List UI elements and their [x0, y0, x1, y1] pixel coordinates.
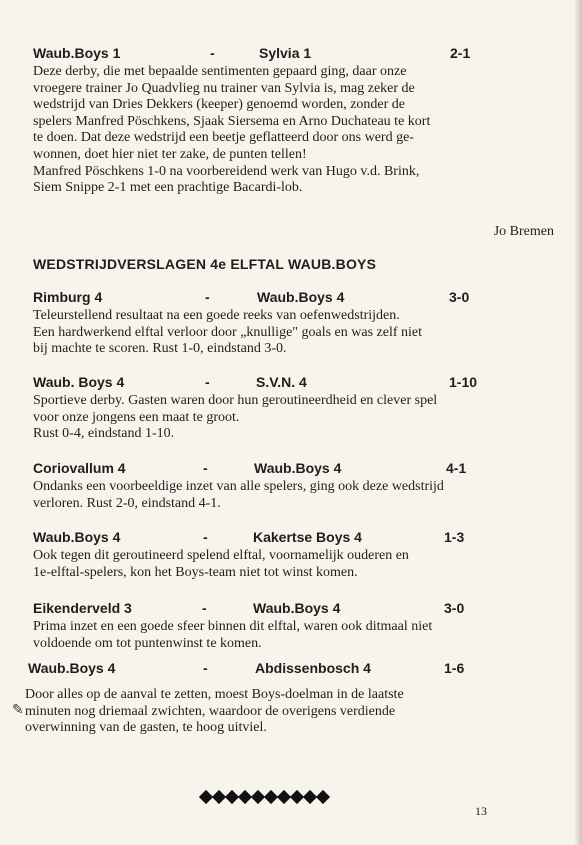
away-team: Waub.Boys 4 [257, 289, 345, 305]
separator: - [203, 660, 208, 676]
score: 2-1 [450, 45, 471, 61]
score: 1-6 [444, 660, 465, 676]
away-team: Waub.Boys 4 [254, 460, 342, 476]
home-team: Eikenderveld 3 [33, 600, 132, 616]
separator: - [205, 374, 210, 390]
handwritten-mark: ✎ [12, 703, 24, 718]
away-team: Sylvia 1 [259, 45, 312, 61]
score: 3-0 [449, 289, 470, 305]
section-title: WEDSTRIJDVERSLAGEN 4e ELFTAL WAUB.BOYS [33, 256, 377, 272]
match-report-7 [25, 660, 553, 737]
match-header [33, 529, 553, 549]
diamond-ornament [316, 790, 330, 804]
decorative-diamond-divider [200, 790, 329, 804]
score: 1-3 [444, 529, 465, 545]
match-header [33, 45, 553, 65]
separator: - [210, 45, 215, 61]
away-team: Abdissenbosch 4 [255, 660, 371, 676]
match-header [33, 289, 553, 309]
page-number: 13 [475, 804, 487, 818]
match-report-3 [33, 374, 553, 443]
separator: - [203, 529, 208, 545]
match-header [33, 374, 553, 394]
match-header [33, 460, 553, 480]
author-signature: Jo Bremen [493, 224, 554, 239]
separator: - [205, 289, 210, 305]
home-team: Coriovallum 4 [33, 460, 126, 476]
away-team: Kakertse Boys 4 [253, 529, 362, 545]
match-text: Door alles op de aanval te zetten, moest Boys-doelman in de laatste minuten nog driemaal zwichten, waardoor de overigens verdiende overwinning van de gasten, te hoog uitviel. [25, 687, 404, 736]
score: 1-10 [449, 374, 478, 390]
match-text: Sportieve derby. Gasten waren door hun geroutineerdheid en clever spel voor onze jongens een maat te groot. Rust 0-4, eindstand 1-10. [33, 393, 438, 442]
match-header [33, 600, 553, 620]
page-edge-shadow [574, 0, 582, 845]
match-report-4 [33, 460, 553, 512]
match-text: Teleurstellend resultaat na een goede reeks van oefenwedstrijden. Een hardwerkend elftal verloor door „knullige" goals en was zelf niet bij machte te scoren. Rust 1-0, eindstand 3-0. [33, 308, 423, 357]
match-text: Ondanks een voorbeeldige inzet van alle spelers, ging ook deze wedstrijd verloren. Rust 2-0, eindstand 4-1. [33, 479, 444, 511]
home-team: Waub. Boys 4 [33, 374, 125, 390]
home-team: Rimburg 4 [33, 289, 103, 305]
match-report-5 [33, 529, 553, 581]
away-team: S.V.N. 4 [256, 374, 307, 390]
match-text: Ook tegen dit geroutineerd spelend elftal, voornamelijk ouderen en 1e-elftal-spelers, kon het Boys-team niet tot winst komen. [33, 548, 409, 580]
home-team: Waub.Boys 4 [28, 660, 116, 676]
match-report-2 [33, 289, 553, 358]
match-report-1 [33, 45, 553, 197]
match-text: Deze derby, die met bepaalde sentimenten gepaard ging, daar onze vroegere trainer Jo Quadvlieg nu trainer van Sylvia is, mag zeker de wedstrijd van Dries Dekkers (keeper) genoemd worden, zonder de spelers Manfred Pöschkens, Sjaak Siersema en Arno Duchateau te kort te doen. Dat deze wedstrijd een beetje geflatteerd door ons werd ge- wonnen, doet hier niet ter zake, de punten tellen! Manfred Pöschkens 1-0 na voorbereidend werk van Hugo v.d. Brink, Siem Snippe 2-1 met een prachtige Bacardi-lob. [33, 64, 431, 196]
match-text: Prima inzet en een goede sfeer binnen dit elftal, waren ook ditmaal niet voldoende om tot puntenwinst te komen. [33, 619, 433, 651]
score: 4-1 [446, 460, 467, 476]
separator: - [202, 600, 207, 616]
match-header [28, 660, 553, 688]
score: 3-0 [444, 600, 465, 616]
separator: - [203, 460, 208, 476]
home-team: Waub.Boys 4 [33, 529, 121, 545]
match-report-6 [33, 600, 553, 652]
home-team: Waub.Boys 1 [33, 45, 121, 61]
away-team: Waub.Boys 4 [253, 600, 341, 616]
